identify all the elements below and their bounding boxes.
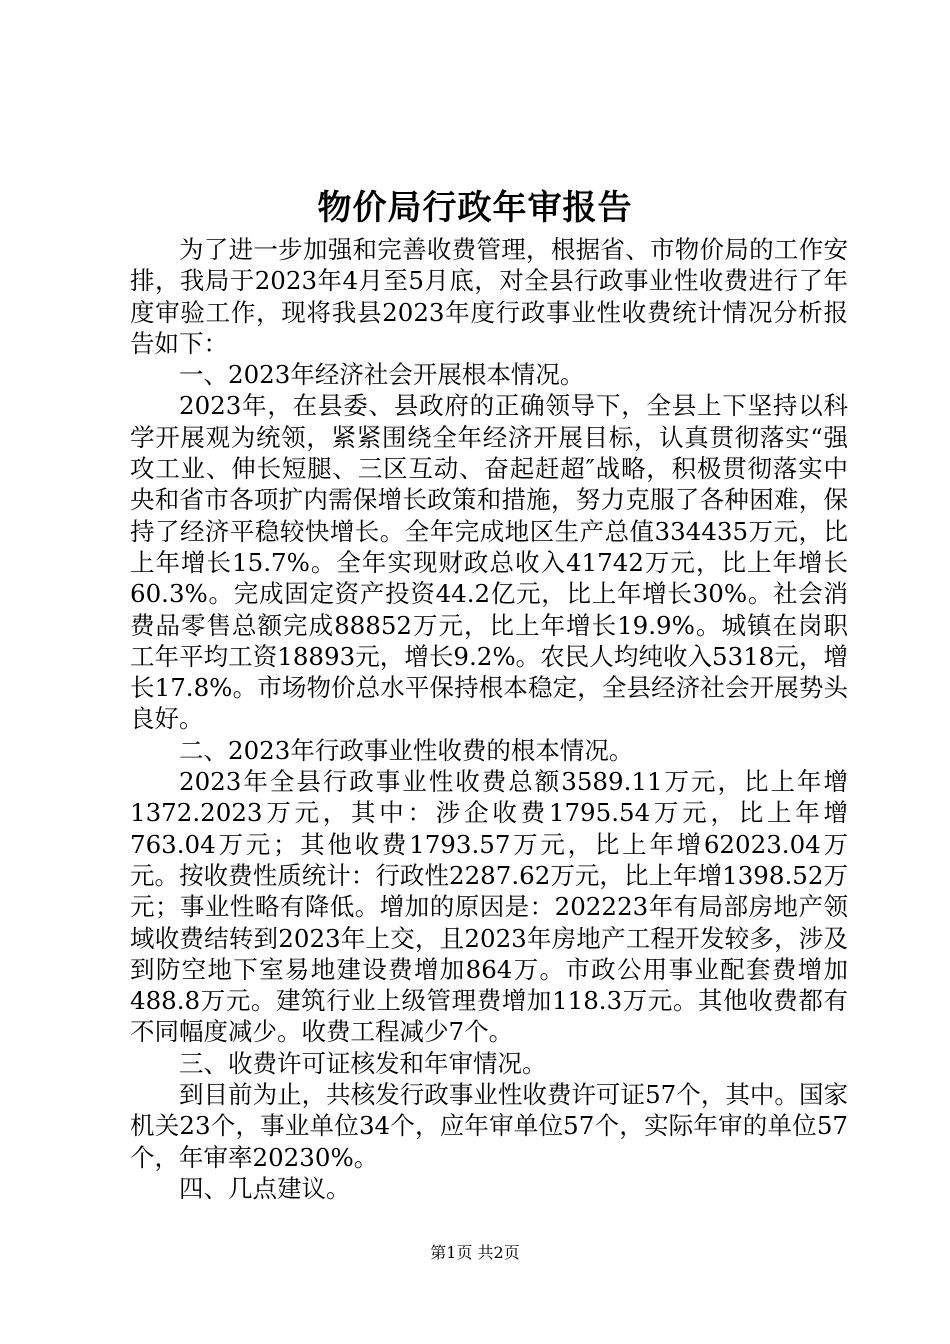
section-heading-4: 四、几点建议。 <box>179 1173 351 1203</box>
section-heading-3: 三、收费许可证核发和年审情况。 <box>179 1048 547 1078</box>
paragraph-licenses: 到目前为止，共核发行政事业性收费许可证57个，其中。国家机关23个，事业单位34个，应年审单位57个，实际年审的单位57个，年审率20230%。 <box>130 1080 848 1172</box>
page-number-footer: 第1页 共2页 <box>430 1243 520 1262</box>
section-heading-1: 一、2023年经济社会开展根本情况。 <box>179 360 585 390</box>
document-title: 物价局行政年审报告 <box>317 188 633 228</box>
paragraph-fees: 2023年全县行政事业性收费总额3589.11万元，比上年增1372.2023万元，其中：涉企收费1795.54万元，比上年增763.04万元；其他收费1793.57万元，比上年增62023.04万元。按收费性质统计：行政性2287.62万元，比上年增1398.52万元；事业性略有降低。增加的原因是：202223年有局部房地产领域收费结转到2023年上交，且2023年房地产工程开发较多，涉及到防空地下室易地建设费增加864万。市政公用事业配套费增加488.8万元。建筑行业上级管理费增加118.3万元。其他收费都有不同幅度减少。收费工程减少7个。 <box>130 767 848 1047</box>
section-heading-2: 二、2023年行政事业性收费的根本情况。 <box>179 735 634 765</box>
paragraph-intro: 为了进一步加强和完善收费管理，根据省、市物价局的工作安排，我局于2023年4月至5月底，对全县行政事业性收费进行了年度审验工作，现将我县2023年度行政事业性收费统计情况分析报告如下： <box>130 235 848 358</box>
paragraph-economy: 2023年，在县委、县政府的正确领导下，全县上下坚持以科学开展观为统领，紧紧围绕全年经济开展目标，认真贯彻落实“强攻工业、伸长短腿、三区互动、奋起赶超″战略，积极贯彻落实中央和省市各项扩内需保增长政策和措施，努力克服了各种困难，保持了经济平稳较快增长。全年完成地区生产总值334435万元，比上年增长15.7%。全年实现财政总收入41742万元，比上年增长60.3%。完成固定资产投资44.2亿元，比上年增长30%。社会消费品零售总额完成88852万元，比上年增长19.9%。城镇在岗职工年平均工资18893元，增长9.2%。农民人均纯收入5318元，增长17.8%。市场物价总水平保持根本稳定，全县经济社会开展势头良好。 <box>130 391 848 734</box>
document-body <box>130 234 848 1204</box>
